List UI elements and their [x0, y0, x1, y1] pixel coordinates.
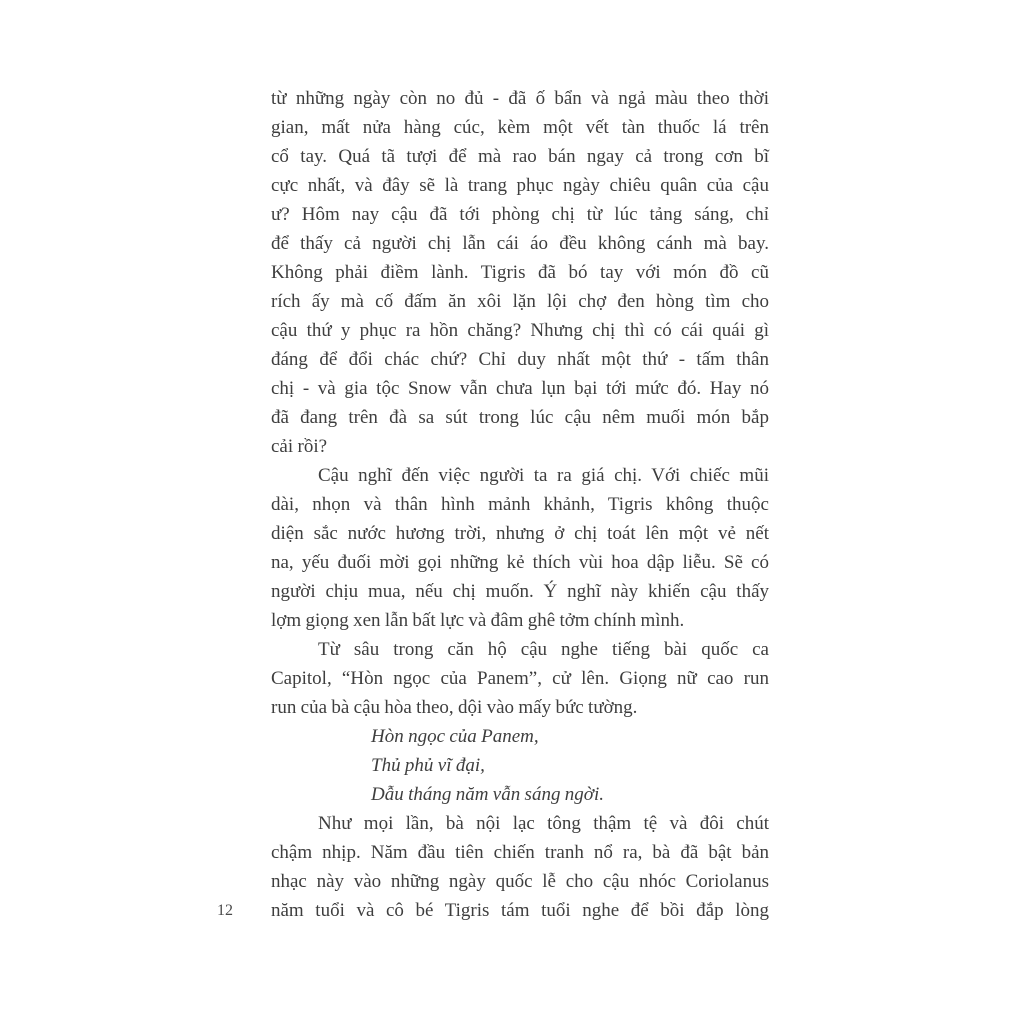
body-text-line: đã đang trên đà sa sút trong lúc cậu nêm muối món bắp: [271, 407, 769, 428]
body-text-line: ư? Hôm nay cậu đã tới phòng chị từ lúc tảng sáng, chỉ: [271, 204, 769, 225]
body-text-line: người chịu mua, nếu chị muốn. Ý nghĩ này khiến cậu thấy: [271, 581, 769, 602]
body-text-line: diện sắc nước hương trời, nhưng ở chị toát lên một vẻ nết: [271, 523, 769, 544]
paragraph-start-line: Như mọi lần, bà nội lạc tông thậm tệ và đôi chút: [318, 813, 769, 834]
paragraph-end-line: cải rồi?: [271, 436, 328, 457]
body-text-line: rích ấy mà cố đấm ăn xôi lặn lội chợ đen hòng tìm cho: [271, 291, 769, 312]
paragraph-start-line: Từ sâu trong căn hộ cậu nghe tiếng bài quốc ca: [318, 639, 769, 660]
anthem-verse-line: Hòn ngọc của Panem,: [371, 726, 539, 747]
body-text-line: đáng để đổi chác chứ? Chỉ duy nhất một thứ - tấm thân: [271, 349, 769, 370]
body-text-line: nhạc này vào những ngày quốc lễ cho cậu nhóc Coriolanus: [271, 871, 769, 892]
anthem-verse-line: Thủ phủ vĩ đại,: [371, 755, 485, 776]
body-text-line: từ những ngày còn no đủ - đã ố bẩn và ngả màu theo thời: [271, 88, 769, 109]
body-text-line: chậm nhịp. Năm đầu tiên chiến tranh nổ ra, bà đã bật bản: [271, 842, 769, 863]
body-text-line: Không phải điềm lành. Tigris đã bó tay với món đồ cũ: [271, 262, 769, 283]
text-column: [271, 84, 769, 925]
body-text-line: dài, nhọn và thân hình mảnh khảnh, Tigris không thuộc: [271, 494, 769, 515]
body-text-line: cực nhất, và đây sẽ là trang phục ngày chiêu quân của cậu: [271, 175, 769, 196]
paragraph-end-line: run của bà cậu hòa theo, dội vào mấy bức tường.: [271, 697, 638, 718]
body-text-line: chị - và gia tộc Snow vẫn chưa lụn bại tới mức đó. Hay nó: [271, 378, 769, 399]
body-text-line: Capitol, “Hòn ngọc của Panem”, cử lên. Giọng nữ cao run: [271, 668, 769, 689]
paragraph-start-line: Cậu nghĩ đến việc người ta ra giá chị. Với chiếc mũi: [318, 465, 769, 486]
body-text-line: cổ tay. Quá tã tượi để mà rao bán ngay cả trong cơn bĩ: [271, 146, 769, 167]
page-number: 12: [217, 902, 233, 919]
body-text-line: năm tuổi và cô bé Tigris tám tuổi nghe để bồi đắp lòng: [271, 900, 769, 921]
body-text-line: cậu thứ y phục ra hồn chăng? Nhưng chị thì có cái quái gì: [271, 320, 769, 341]
body-text-line: gian, mất nửa hàng cúc, kèm một vết tàn thuốc lá trên: [271, 117, 769, 138]
anthem-verse-line: Dẫu tháng năm vẫn sáng ngời.: [371, 784, 604, 805]
paragraph-end-line: lợm giọng xen lẫn bất lực và đâm ghê tởm chính mình.: [271, 610, 685, 631]
body-text-line: na, yếu đuối mời gọi những kẻ thích vùi hoa dập liễu. Sẽ có: [271, 552, 769, 573]
body-text-line: để thấy cả người chị lẫn cái áo đều không cánh mà bay.: [271, 233, 769, 254]
